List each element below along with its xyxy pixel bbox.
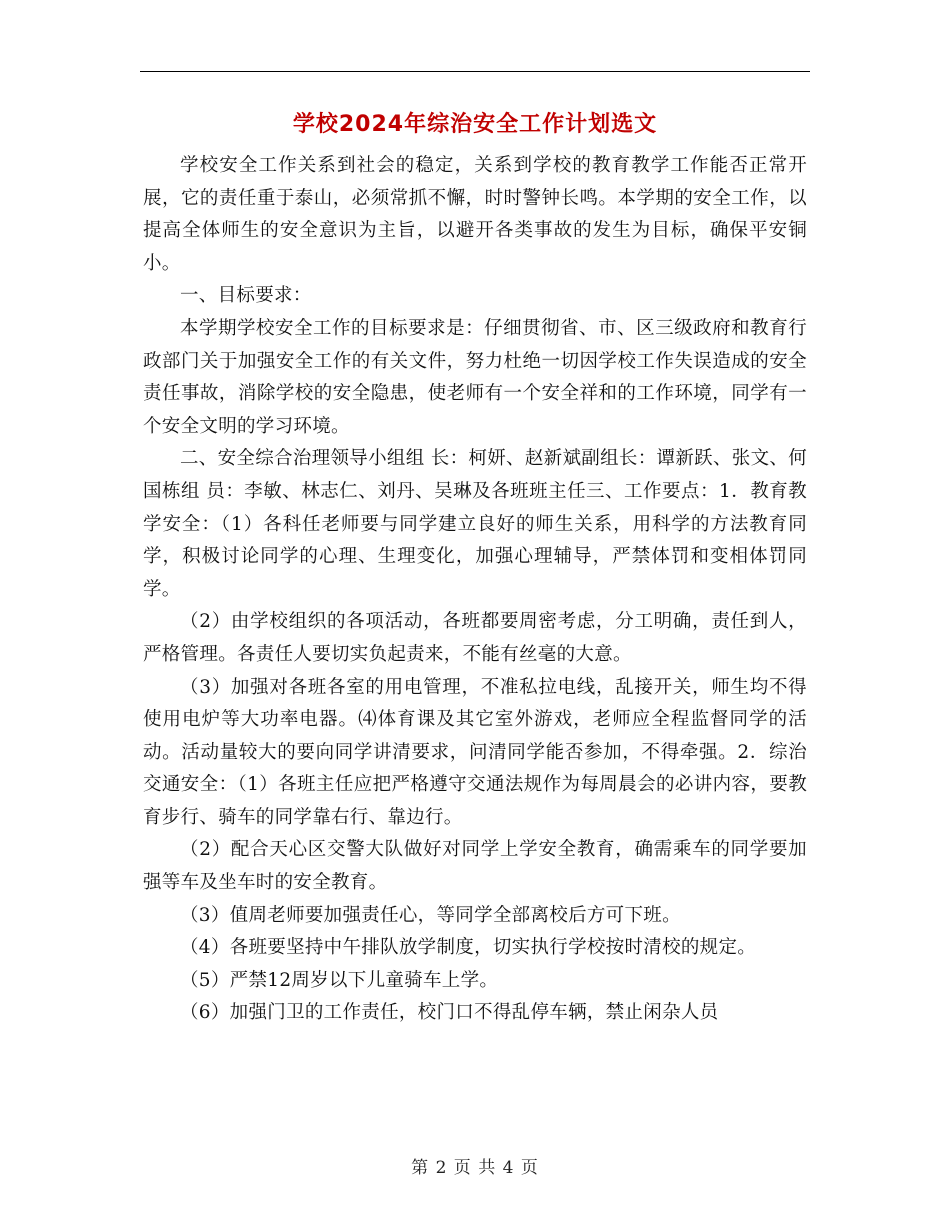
paragraph-goals-heading: 一、目标要求： xyxy=(180,285,312,307)
paragraph-item: （3）值周老师要加强责任心，等同学全部离校后方可下班。 xyxy=(180,904,681,926)
paragraph-item: （4）各班要坚持中午排队放学制度，切实执行学校按时清校的规定。 xyxy=(180,937,757,959)
paragraph-goals: 本学期学校安全工作的目标要求是：仔细贯彻省、市、区三级政府和教育行政部门关于加强安全工作的有关文件，努力杜绝一切因学校工作失误造成的安全责任事故，消除学校的安全隐患，使老师有一个安全祥和的工作环境，同学有一个安全文明的学习环境。 xyxy=(143,317,807,437)
document-body xyxy=(143,150,807,1030)
paragraph-item: （2）配合天心区交警大队做好对同学上学安全教育，确需乘车的同学要加强等车及坐车时的安全教育。 xyxy=(143,839,807,894)
paragraph-item: （5）严禁12周岁以下儿童骑车上学。 xyxy=(180,969,499,991)
paragraph-leadership: 二、安全综合治理领导小组组 长：柯妍、赵新斌副组长：谭新跃、张文、何国栋组 员：李敏、林志仁、刘丹、吴琳及各班班主任三、工作要点：1．教育教学安全：（1）各科任老师要与同学建立良好的师生关系，用科学的方法教育同学，积极讨论同学的心理、生理变化，加强心理辅导，严禁体罚和变相体罚同学。 xyxy=(143,448,807,600)
paragraph-intro: 学校安全工作关系到社会的稳定，关系到学校的教育教学工作能否正常开展，它的责任重于泰山，必须常抓不懈，时时警钟长鸣。本学期的安全工作，以提高全体师生的安全意识为主旨，以避开各类事故的发生为目标，确保平安铜小。 xyxy=(143,155,807,274)
paragraph-item: （2）由学校组织的各项活动，各班都要周密考虑，分工明确，责任到人，严格管理。各责任人要切实负起责来，不能有丝毫的大意。 xyxy=(143,611,807,665)
header-rule xyxy=(140,71,810,72)
paragraph-item: （3）加强对各班各室的用电管理，不准私拉电线，乱接开关，师生均不得使用电炉等大功率电器。⑷体育课及其它室外游戏，老师应全程监督同学的活动。活动量较大的要向同学讲清要求，问清同学能否参加，不得牵强。2．综治交通安全：（1）各班主任应把严格遵守交通法规作为每周晨会的必讲内容，要教育步行、骑车的同学靠右行、靠边行。 xyxy=(143,676,807,828)
page-footer: 第 2 页 共 4 页 xyxy=(411,1158,539,1178)
paragraph-item: （6）加强门卫的工作责任，校门口不得乱停车辆，禁止闲杂人员 xyxy=(180,1002,719,1024)
document-title: 学校2024年综治安全工作计划选文 xyxy=(292,112,658,137)
